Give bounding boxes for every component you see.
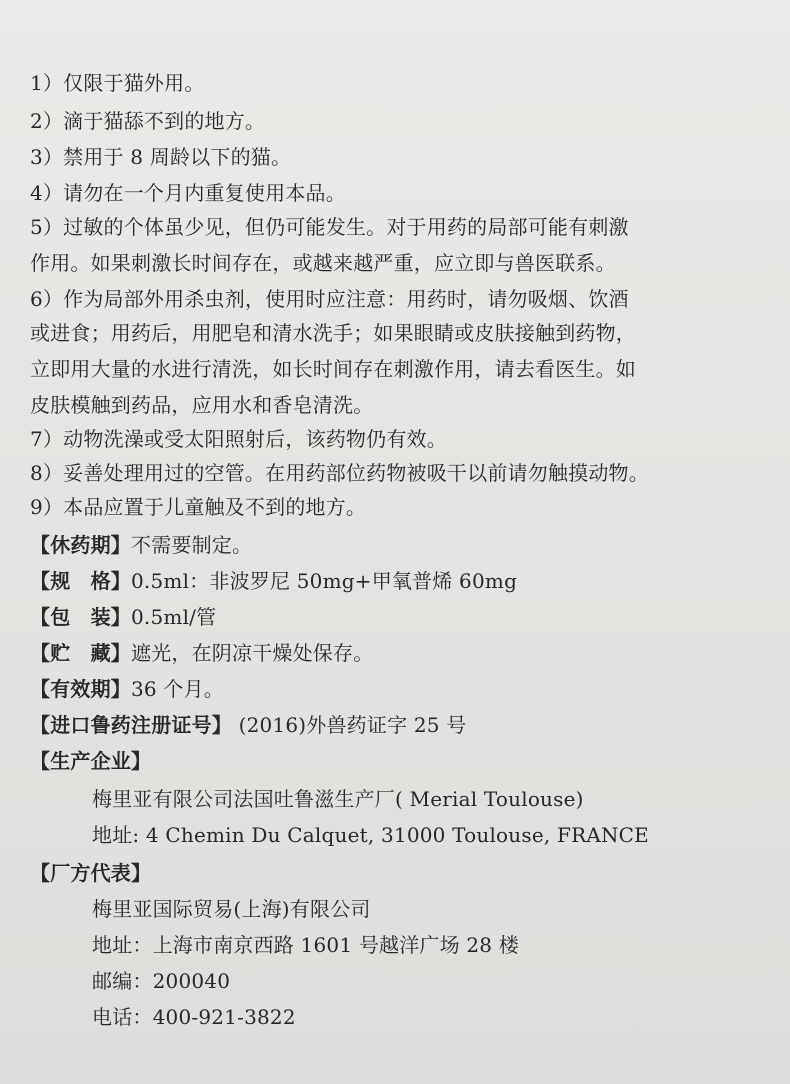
representative-heading xyxy=(30,856,782,890)
validity-row xyxy=(30,672,782,706)
precaution-8: 8）妥善处理用过的空管。在用药部位药物被吸干以前请勿触摸动物。 xyxy=(30,461,649,485)
manufacturer-address: 地址: 4 Chemin Du Calquet, 31000 Toulouse, FRANCE xyxy=(92,823,649,847)
package-label: 【包 装】 xyxy=(30,605,131,629)
precaution-3: 3）禁用于 8 周龄以下的猫。 xyxy=(30,145,292,169)
package-value: 0.5ml/管 xyxy=(131,605,217,629)
registration-row xyxy=(30,708,782,742)
representative-address: 地址：上海市南京西路 1601 号越洋广场 28 楼 xyxy=(92,933,519,957)
withdrawal-value: 不需要制定。 xyxy=(131,533,253,557)
precaution-6c: 立即用大量的水进行清洗，如长时间存在刺激作用，请去看医生。如 xyxy=(30,357,636,381)
validity-label: 【有效期】 xyxy=(30,677,131,701)
spec-value: 0.5ml：非波罗尼 50mg+甲氧普烯 60mg xyxy=(131,569,518,593)
validity-value: 36 个月。 xyxy=(131,677,225,701)
precaution-6a: 6）作为局部外用杀虫剂，使用时应注意：用药时，请勿吸烟、饮酒 xyxy=(30,287,629,311)
precaution-5a: 5）过敏的个体虽少见，但仍可能发生。对于用药的局部可能有刺激 xyxy=(30,215,629,239)
storage-row xyxy=(30,636,782,670)
precaution-6d: 皮肤模触到药品，应用水和香皂清洗。 xyxy=(30,393,374,417)
storage-label: 【贮 藏】 xyxy=(30,641,131,665)
precaution-2: 2）滴于猫舔不到的地方。 xyxy=(30,109,266,133)
representative-name: 梅里亚国际贸易(上海)有限公司 xyxy=(92,897,371,921)
manufacturer-heading xyxy=(30,744,782,778)
precaution-1: 1）仅限于猫外用。 xyxy=(30,71,205,95)
representative-phone: 电话：400-921-3822 xyxy=(92,1005,296,1029)
manufacturer-name: 梅里亚有限公司法国吐鲁滋生产厂( Merial Toulouse) xyxy=(92,787,584,811)
precaution-7: 7）动物洗澡或受太阳照射后，该药物仍有效。 xyxy=(30,427,447,451)
representative-postcode: 邮编：200040 xyxy=(92,969,231,993)
manufacturer-label: 【生产企业】 xyxy=(30,749,152,773)
precaution-4: 4）请勿在一个月内重复使用本品。 xyxy=(30,181,346,205)
precaution-9: 9）本品应置于儿童触及不到的地方。 xyxy=(30,495,367,519)
withdrawal-row xyxy=(30,528,782,562)
spec-label: 【规 格】 xyxy=(30,569,131,593)
registration-value: (2016)外兽药证字 25 号 xyxy=(238,713,467,737)
registration-label: 【进口鲁药注册证号】 xyxy=(30,713,232,737)
spec-row xyxy=(30,564,782,598)
representative-label: 【厂方代表】 xyxy=(30,861,152,885)
storage-value: 遮光，在阴凉干燥处保存。 xyxy=(131,641,374,665)
withdrawal-label: 【休药期】 xyxy=(30,533,131,557)
precaution-6b: 或进食；用药后，用肥皂和清水洗手；如果眼睛或皮肤接触到药物， xyxy=(30,321,636,345)
precaution-5b: 作用。如果刺激长时间存在，或越来越严重，应立即与兽医联系。 xyxy=(30,251,616,275)
package-row xyxy=(30,600,782,634)
